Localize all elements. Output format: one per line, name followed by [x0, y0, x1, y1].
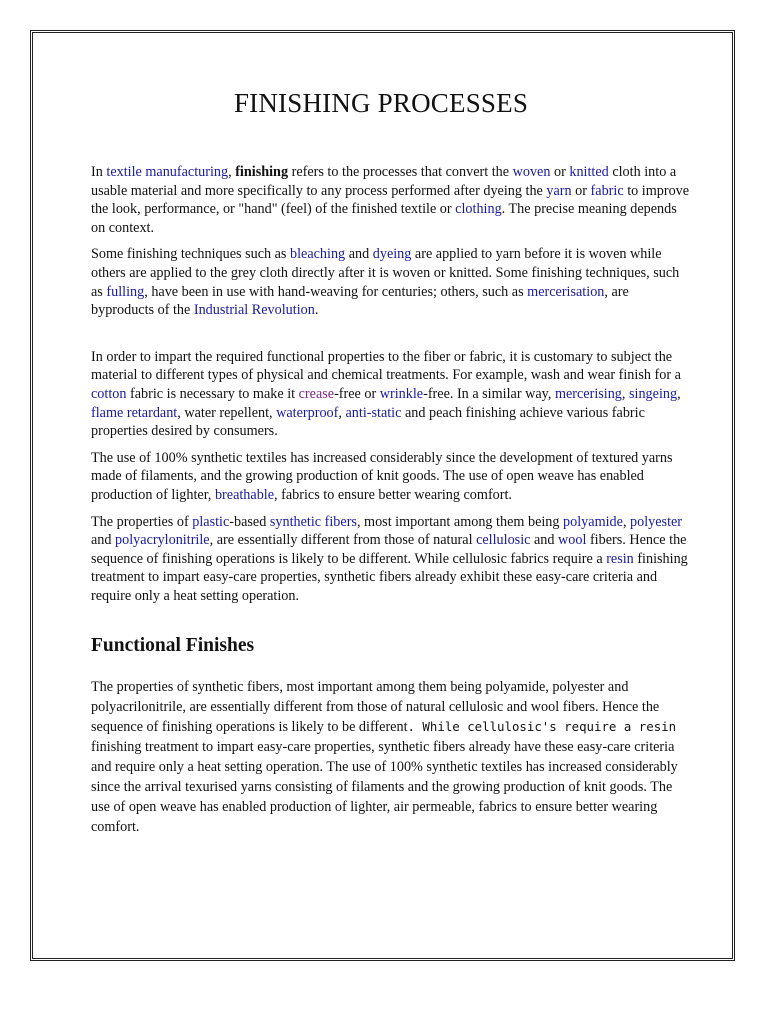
text: , have been in use with hand-weaving for centuries; others, such as: [144, 283, 528, 300]
link-dyeing[interactable]: dyeing: [372, 246, 412, 263]
link-crease[interactable]: crease: [298, 385, 335, 402]
text: -free or: [334, 385, 380, 402]
text: refers to the processes that convert the: [288, 164, 513, 180]
text: or: [550, 164, 570, 180]
link-cotton[interactable]: cotton: [91, 385, 127, 402]
link-bleaching[interactable]: bleaching: [290, 246, 346, 263]
link-singeing[interactable]: singeing: [629, 385, 678, 402]
text: and: [530, 532, 559, 549]
link-woven[interactable]: woven: [512, 164, 551, 180]
text: fabric is necessary to make it: [126, 385, 299, 402]
text: Some finishing techniques such as: [91, 246, 290, 263]
link-fabric[interactable]: fabric: [590, 182, 624, 199]
text: -based: [229, 513, 270, 530]
text: or: [571, 182, 591, 199]
text: The properties of: [91, 513, 193, 530]
link-mercerisation[interactable]: mercerisation: [527, 283, 605, 300]
text: , are byproducts of the: [91, 283, 629, 319]
link-polyacrylonitrile[interactable]: polyacrylonitrile: [115, 532, 210, 549]
link-cellulosic[interactable]: cellulosic: [476, 532, 531, 549]
text: , fabrics to ensure better wearing comfort.: [274, 486, 512, 503]
text: , are essentially different from those of natural: [209, 532, 477, 549]
link-plastic[interactable]: plastic: [192, 513, 230, 530]
text: are applied to yarn before it is woven while others are applied to the grey cloth directly after it is woven or knitted. Some finishing techniques, such as: [91, 246, 680, 300]
link-polyamide[interactable]: polyamide: [563, 513, 623, 530]
text: ,: [338, 404, 346, 421]
link-resin[interactable]: resin: [606, 550, 634, 567]
link-clothing[interactable]: clothing: [455, 201, 502, 218]
text: , most important among them being: [356, 513, 564, 530]
text: and: [345, 246, 373, 263]
page-title: FINISHING PROCESSES: [233, 88, 529, 118]
section-heading-functional-finishes: Functional Finishes: [91, 635, 255, 657]
text: In: [91, 164, 107, 180]
text: .: [314, 302, 319, 319]
link-knitted[interactable]: knitted: [569, 164, 609, 180]
text: -free. In a similar way,: [423, 385, 555, 402]
text: . The precise meaning depends on context.: [91, 201, 677, 236]
text: finishing treatment to impart easy-care properties, synthetic fibers already have these easy-care criteria and require only a heat setting operation. The use of 100% synthetic textiles has increased considerably since the arrival texurised yarns consisting of filaments and the growing production of knit goods. The use of open weave has enabled production of lighter, air permeable, fabrics to ensure better wearing comfort.: [91, 739, 678, 836]
functional-finishes-paragraph: [91, 677, 691, 837]
link-industrial-revolution[interactable]: Industrial Revolution: [193, 302, 315, 319]
synthetic-textiles-paragraph: [91, 449, 691, 505]
text: cloth into a usable material and more specifically to any process performed after dyeing the: [91, 164, 677, 199]
text: to improve the look, performance, or "hand" (feel) of the finished textile or: [91, 182, 690, 218]
link-flame-retardant[interactable]: flame retardant: [91, 404, 178, 421]
text: , water repellent,: [177, 404, 277, 421]
text: ,: [677, 385, 681, 402]
text: ,: [228, 164, 236, 180]
intro-paragraph: [91, 163, 691, 237]
link-wool[interactable]: wool: [558, 532, 587, 549]
link-breathable[interactable]: breathable: [214, 486, 275, 503]
link-fulling[interactable]: fulling: [106, 283, 145, 300]
link-mercerising[interactable]: mercerising: [554, 385, 622, 402]
link-anti-static[interactable]: anti-static: [345, 404, 402, 421]
text: finishing treatment to impart easy-care properties, synthetic fibers already exhibit these easy-care criteria and require only a heat setting operation.: [91, 550, 688, 604]
text: and: [91, 532, 116, 549]
document-body: [91, 88, 691, 845]
text: The use of 100% synthetic textiles has increased considerably since the development of textured yarns made of filaments, and the growing production of knit goods. The use of open weave has enabled production of lighter,: [91, 449, 673, 503]
link-yarn[interactable]: yarn: [546, 182, 572, 199]
link-polyester[interactable]: polyester: [630, 513, 683, 530]
synthetic-fibers-paragraph: [91, 513, 691, 606]
link-synthetic-fibers[interactable]: synthetic fibers: [269, 513, 357, 530]
text: and peach finishing achieve various fabric properties desired by consumers.: [91, 404, 645, 440]
link-waterproof[interactable]: waterproof: [276, 404, 339, 421]
monospace-text: . While cellulosic's require a resin: [407, 719, 677, 735]
link-textile-manufacturing[interactable]: textile manufacturing: [106, 164, 229, 180]
link-wrinkle[interactable]: wrinkle: [379, 385, 424, 402]
text: ,: [621, 385, 629, 402]
treatments-paragraph: [91, 348, 691, 441]
techniques-paragraph: [91, 245, 691, 319]
text: The properties of synthetic fibers, most important among them being polyamide, polyester and polyacrilonitrile, are essentially different from those of natural cellulosic and wool fibers. Hence the sequence of finishing operations is likely to be different: [91, 679, 660, 736]
text: fibers. Hence the sequence of finishing operations is likely to be different. While cellulosic fabrics require a: [91, 532, 687, 567]
text: In order to impart the required functional properties to the fiber or fabric, it is customary to subject the material to different types of physical and chemical treatments. For example, wash and wear finish for a: [91, 348, 681, 384]
text: ,: [622, 513, 631, 530]
bold-term-finishing: finishing: [235, 164, 289, 180]
